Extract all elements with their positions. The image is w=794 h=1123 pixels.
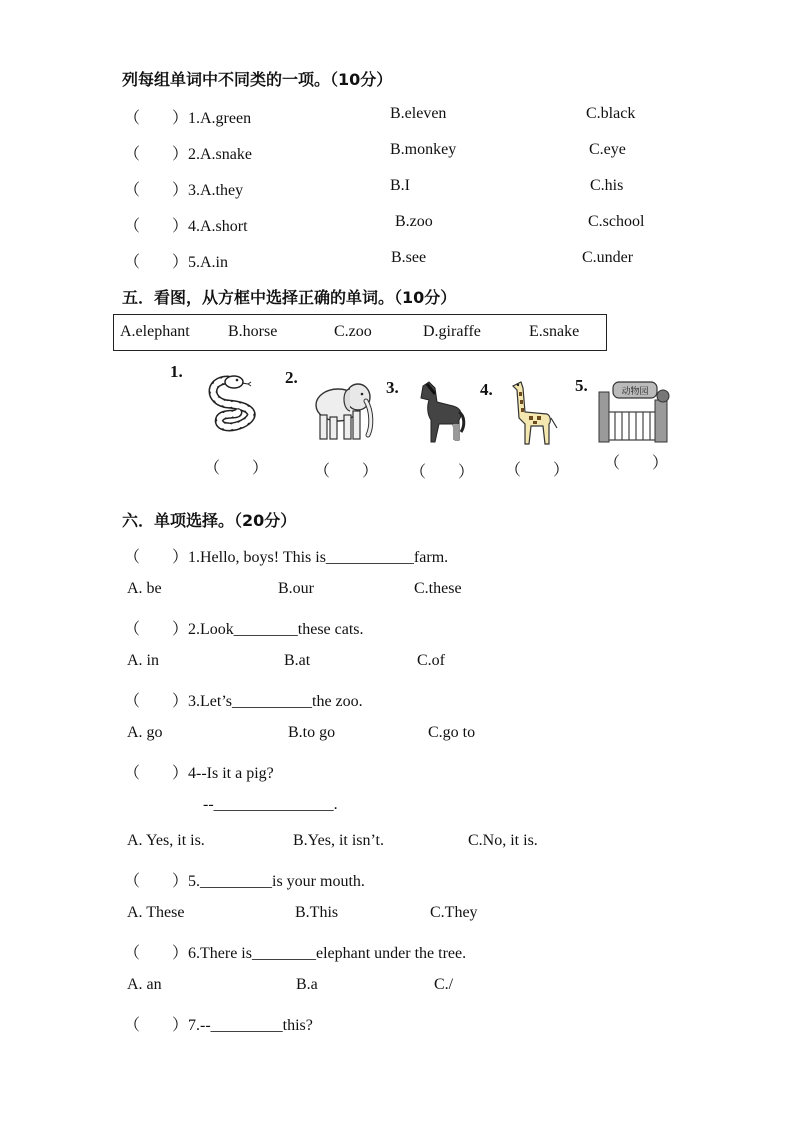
q6-1-stem: （ ）1.Hello, boys! This is___________farm.	[124, 549, 449, 566]
q6-6-stem: （ ）6.There is________elephant under the tree.	[124, 945, 467, 962]
q4-2-stem: （ ）2.A.snake	[124, 146, 252, 163]
picture-1-number: 1.	[170, 362, 183, 381]
q6-1-option-c: C.these	[414, 580, 462, 597]
word-bank-option-a: A.elephant	[120, 323, 190, 340]
q4-1-option-b: B.eleven	[390, 105, 447, 122]
q6-1-option-b: B.our	[278, 580, 314, 597]
q6-1-option-a: A. be	[127, 580, 162, 597]
picture-2-answer-blank[interactable]: （ ）	[314, 463, 379, 480]
q6-5-option-a: A. These	[127, 904, 185, 921]
section-4-heading: 列每组单词中不同类的一项。（10分）	[122, 70, 393, 89]
q6-3-option-a: A. go	[127, 724, 163, 741]
picture-5-answer-blank[interactable]: （ ）	[604, 455, 669, 472]
q6-2-option-a: A. in	[127, 652, 159, 669]
q6-6-option-c: C./	[434, 976, 454, 993]
q4-2-option-b: B.monkey	[390, 141, 457, 158]
q6-3-option-c: C.go to	[428, 724, 476, 741]
q4-3-stem: （ ）3.A.they	[124, 182, 244, 199]
word-bank-option-d: D.giraffe	[423, 323, 481, 340]
zoo-gate-icon	[595, 378, 675, 444]
q6-4-option-b: B.Yes, it isn’t.	[293, 832, 384, 849]
q6-2-stem: （ ）2.Look________these cats.	[124, 621, 364, 638]
q6-5-option-b: B.This	[295, 904, 339, 921]
q6-2-option-b: B.at	[284, 652, 311, 669]
q6-6-option-a: A. an	[127, 976, 162, 993]
word-bank-option-c: C.zoo	[334, 323, 372, 340]
q6-4-option-a: A. Yes, it is.	[127, 832, 205, 849]
q4-1-option-c: C.black	[586, 105, 636, 122]
word-bank-option-e: E.snake	[529, 323, 580, 340]
q4-1-stem: （ ）1.A.green	[124, 110, 252, 127]
snake-icon	[198, 372, 272, 438]
q6-4-option-c: C.No, it is.	[468, 832, 538, 849]
q6-3-stem: （ ）3.Let’s__________the zoo.	[124, 693, 363, 710]
section-5-heading: 五．看图，从方框中选择正确的单词。（10分）	[122, 288, 457, 307]
q6-7-stem: （ ）7.--_________this?	[124, 1017, 313, 1034]
picture-3-number: 3.	[386, 378, 399, 397]
q4-5-option-b: B.see	[391, 249, 427, 266]
q4-3-option-b: B.I	[390, 177, 410, 194]
picture-4-number: 4.	[480, 380, 493, 399]
picture-4-answer-blank[interactable]: （ ）	[505, 462, 570, 479]
word-bank-option-b: B.horse	[228, 323, 278, 340]
q4-5-stem: （ ）5.A.in	[124, 254, 229, 271]
horse-icon	[413, 380, 467, 450]
q6-2-option-c: C.of	[417, 652, 445, 669]
section-6-heading: 六．单项选择。（20分）	[122, 511, 297, 530]
picture-3-answer-blank[interactable]: （ ）	[410, 464, 475, 481]
picture-1-answer-blank[interactable]: （ ）	[204, 460, 269, 477]
q6-6-option-b: B.a	[296, 976, 318, 993]
zoo-sign-text: 动物园	[621, 387, 649, 397]
q6-5-option-c: C.They	[430, 904, 478, 921]
q4-4-stem: （ ）4.A.short	[124, 218, 248, 235]
q4-3-option-c: C.his	[590, 177, 624, 194]
elephant-icon	[312, 375, 378, 445]
picture-2-number: 2.	[285, 368, 298, 387]
q6-4-stem: （ ）4--Is it a pig?	[124, 765, 274, 782]
q6-3-option-b: B.to go	[288, 724, 336, 741]
picture-5-number: 5.	[575, 376, 588, 395]
q4-5-option-c: C.under	[582, 249, 634, 266]
q6-5-stem: （ ）5._________is your mouth.	[124, 873, 365, 890]
q4-4-option-b: B.zoo	[395, 213, 433, 230]
q4-4-option-c: C.school	[588, 213, 645, 230]
giraffe-icon	[507, 378, 561, 450]
q6-4-answer-line: --_______________.	[203, 796, 338, 813]
q4-2-option-c: C.eye	[589, 141, 626, 158]
